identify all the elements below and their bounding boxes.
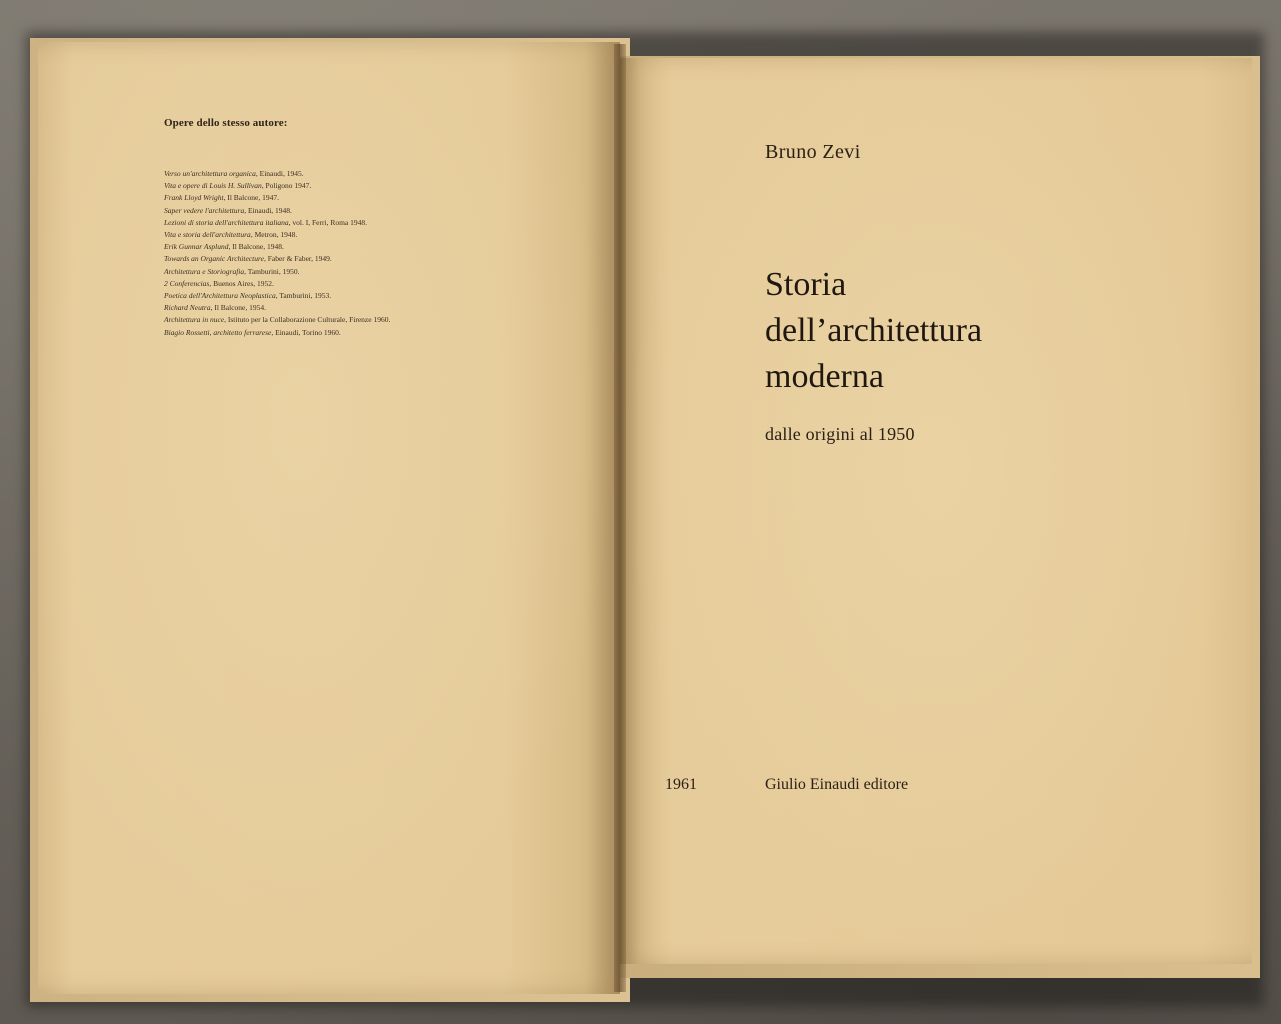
other-works-item [164,192,390,204]
other-works-item [164,241,390,253]
work-details: , Poligono 1947. [261,181,312,191]
other-works-item [164,278,390,290]
work-title: Erik Gunnar Asplund [164,242,229,252]
book-title-line: dell’architettura [765,312,983,349]
work-title: Architettura in nuce [164,315,225,325]
work-details: , Einaudi, 1945. [255,169,304,178]
work-title: Lezioni di storia dell'architettura italiana [164,217,289,227]
other-works-item [164,205,390,217]
work-title: Verso un'architettura organica [164,169,256,178]
work-details: , Einaudi, Torino 1960. [271,327,341,337]
work-details: , Metron, 1948. [250,230,298,240]
author-name: Bruno Zevi [765,141,861,163]
other-works-item [164,180,390,192]
other-works-item [164,168,390,180]
book-subtitle: dalle origini al 1950 [765,424,915,444]
work-title: 2 Conferencias [164,278,210,288]
other-works-heading: Opere dello stesso autore: [164,117,288,129]
other-works-item [164,290,390,302]
other-works-item [164,302,390,314]
other-works-item [164,327,390,339]
book-title-line: moderna [765,358,884,395]
work-details: , Istituto per la Collaborazione Culturale, Firenze 1960. [224,315,391,325]
book-title [765,262,982,400]
right-page [620,58,1252,964]
other-works-item [164,253,390,265]
other-works-item [164,314,390,326]
work-title: Biagio Rossetti, architetto ferrarese [164,327,272,337]
other-works-list [164,168,390,339]
work-details: , vol. I, Ferri, Roma 1948. [288,217,367,227]
other-works-item [164,229,390,241]
work-details: , Einaudi, 1948. [244,205,292,215]
publication-year: 1961 [665,776,697,793]
work-details: , Il Balcone, 1954. [210,303,266,313]
work-details: , Faber & Faber, 1949. [263,254,332,264]
book-gutter [614,44,626,992]
work-title: Frank Lloyd Wright [164,193,224,203]
work-details: , Buenos Aires, 1952. [209,278,274,288]
work-title: Vita e storia dell'architettura [164,230,251,240]
work-details: , Tamburini, 1953. [275,291,332,301]
work-title: Architettura e Storiografia [164,266,245,276]
work-title: Saper vedere l'architettura [164,205,245,215]
book-title-line: Storia [765,266,847,303]
work-title: Towards an Organic Architecture [164,254,264,264]
work-details: , Il Balcone, 1947. [223,193,279,203]
work-title: Vita e opere di Louis H. Sullivan [164,181,262,191]
publisher-name: Giulio Einaudi editore [765,776,909,793]
other-works-item [164,266,390,278]
work-details: , Il Balcone, 1948. [228,242,284,252]
work-details: , Tamburini, 1950. [244,266,300,276]
work-title: Richard Neutra [164,303,211,313]
work-title: Poetica dell'Architettura Neoplastica [164,291,276,301]
other-works-item [164,217,390,229]
